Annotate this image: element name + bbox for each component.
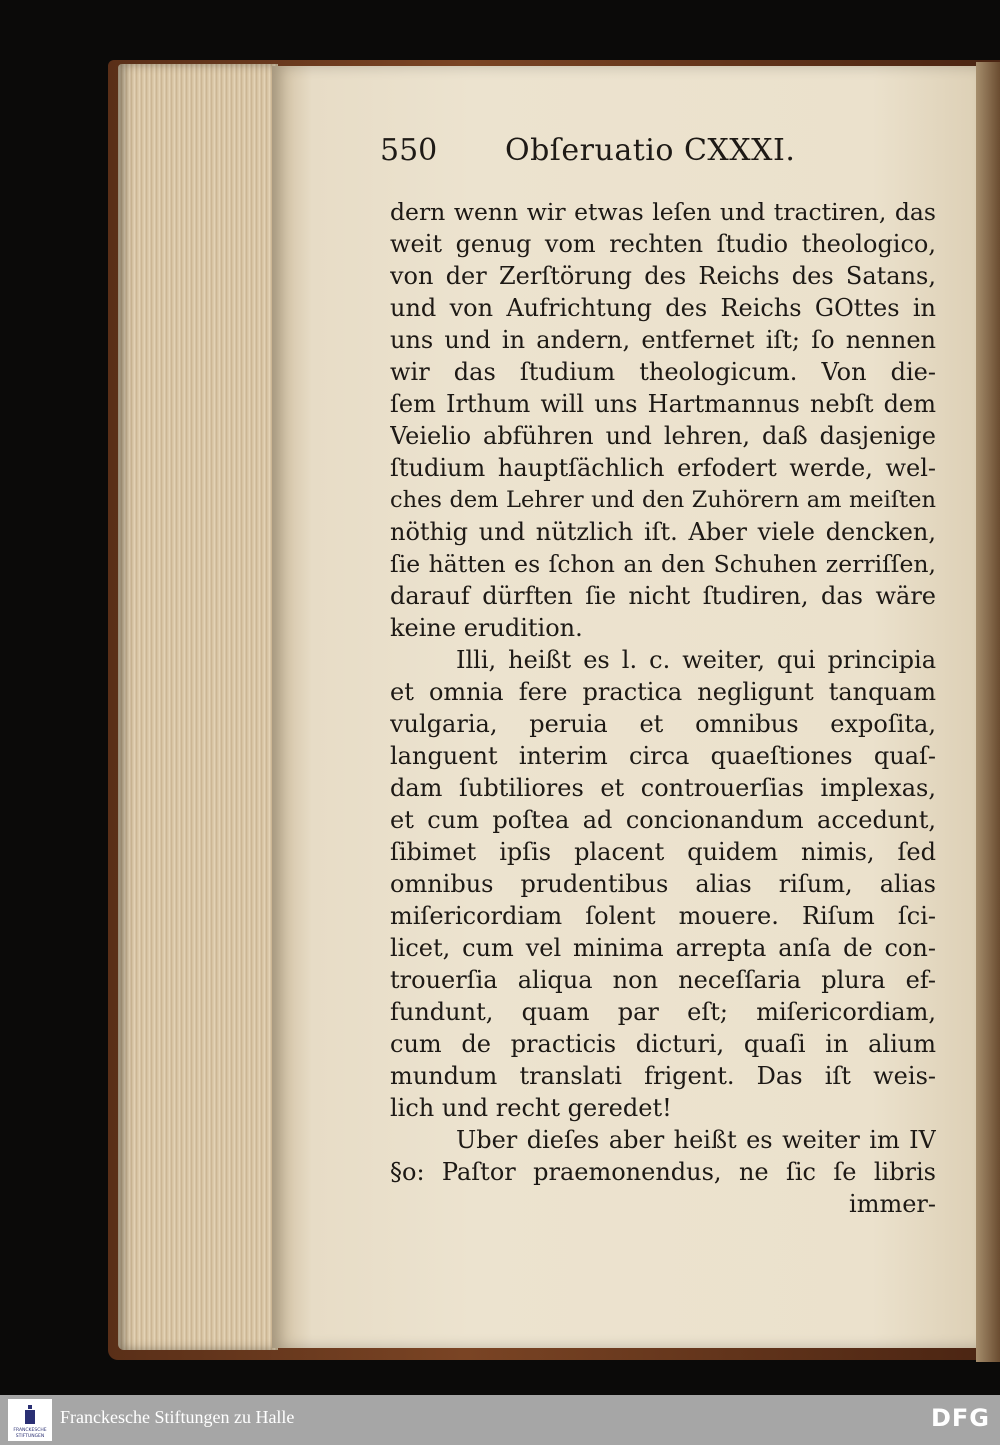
text-line: darauf dürften ſie nicht ſtudiren, das wäre <box>390 582 936 610</box>
text-line: trouerſia aliqua non neceſſaria plura ef- <box>390 966 936 994</box>
text-line: languent interim circa quaeſtiones quaſ- <box>390 742 936 770</box>
page-edges <box>118 64 278 1350</box>
catchword: immer- <box>849 1190 936 1218</box>
text-line: Uber dieſes aber heißt es weiter im IV <box>456 1126 936 1154</box>
text-line: Veielio abführen und lehren, daß dasjenige <box>390 422 936 450</box>
text-line: nöthig und nützlich iſt. Aber viele dencken, <box>390 518 936 546</box>
text-line: dern wenn wir etwas leſen und tractiren, das <box>390 198 936 226</box>
text-line: keine erudition. <box>390 614 583 642</box>
text-line: weit genug vom rechten ſtudio theologico, <box>390 230 936 258</box>
logo-text-2: STIFTUNGEN <box>15 1434 45 1439</box>
text-line: et omnia fere practica negligunt tanquam <box>390 678 936 706</box>
dfg-logo[interactable]: DFG <box>930 1404 990 1432</box>
text-line: ſibimet ipſis placent quidem nimis, ſed <box>390 838 936 866</box>
viewer-footer <box>0 1395 1000 1445</box>
monument-icon <box>23 1405 37 1427</box>
text-block <box>390 196 936 1220</box>
text-line: cum de practicis dicturi, quaſi in alium <box>390 1030 936 1058</box>
text-line: licet, cum vel minima arrepta anſa de con- <box>390 934 936 962</box>
right-page-edge <box>976 62 1000 1362</box>
text-line: ſtudium hauptſächlich erfodert werde, wel- <box>390 454 936 482</box>
text-line: miſericordiam ſolent mouere. Riſum ſci- <box>390 902 936 930</box>
page-header <box>380 133 940 173</box>
text-line: lich und recht geredet! <box>390 1094 672 1122</box>
franckesche-logo[interactable] <box>8 1399 52 1441</box>
text-line: und von Aufrichtung des Reichs GOttes in <box>390 294 936 322</box>
text-line: ſie hätten es ſchon an den Schuhen zerriſſen, <box>390 550 936 578</box>
header-title: Obſeruatio CXXXI. <box>505 133 796 168</box>
text-line: mundum translati frigent. Das iſt weis- <box>390 1062 936 1090</box>
text-line: fundunt, quam par eſt; miſericordiam, <box>390 998 936 1026</box>
text-line: et cum poſtea ad concionandum accedunt, <box>390 806 936 834</box>
logo-text-1: FRANCKESCHE <box>13 1428 47 1433</box>
institution-name[interactable]: Franckesche Stiftungen zu Halle <box>60 1407 295 1427</box>
text-line: vulgaria, peruia et omnibus expoſita, <box>390 710 936 738</box>
text-line: omnibus prudentibus alias riſum, alias <box>390 870 936 898</box>
text-line: uns und in andern, entfernet iſt; ſo nennen <box>390 326 936 354</box>
page-number: 550 <box>380 133 438 168</box>
text-line: wir das ſtudium theologicum. Von die- <box>390 358 936 386</box>
text-line: von der Zerſtörung des Reichs des Satans, <box>390 262 936 290</box>
text-line: ſem Irthum will uns Hartmannus nebſt dem <box>390 390 936 418</box>
text-line: ches dem Lehrer und den Zuhörern am meiſten <box>390 487 936 513</box>
text-line: Illi, heißt es l. c. weiter, qui principia <box>456 646 936 674</box>
text-line: dam ſubtiliores et controuerſias implexas, <box>390 774 936 802</box>
text-line: §o: Paſtor praemonendus, ne ſic ſe libris <box>390 1158 936 1186</box>
